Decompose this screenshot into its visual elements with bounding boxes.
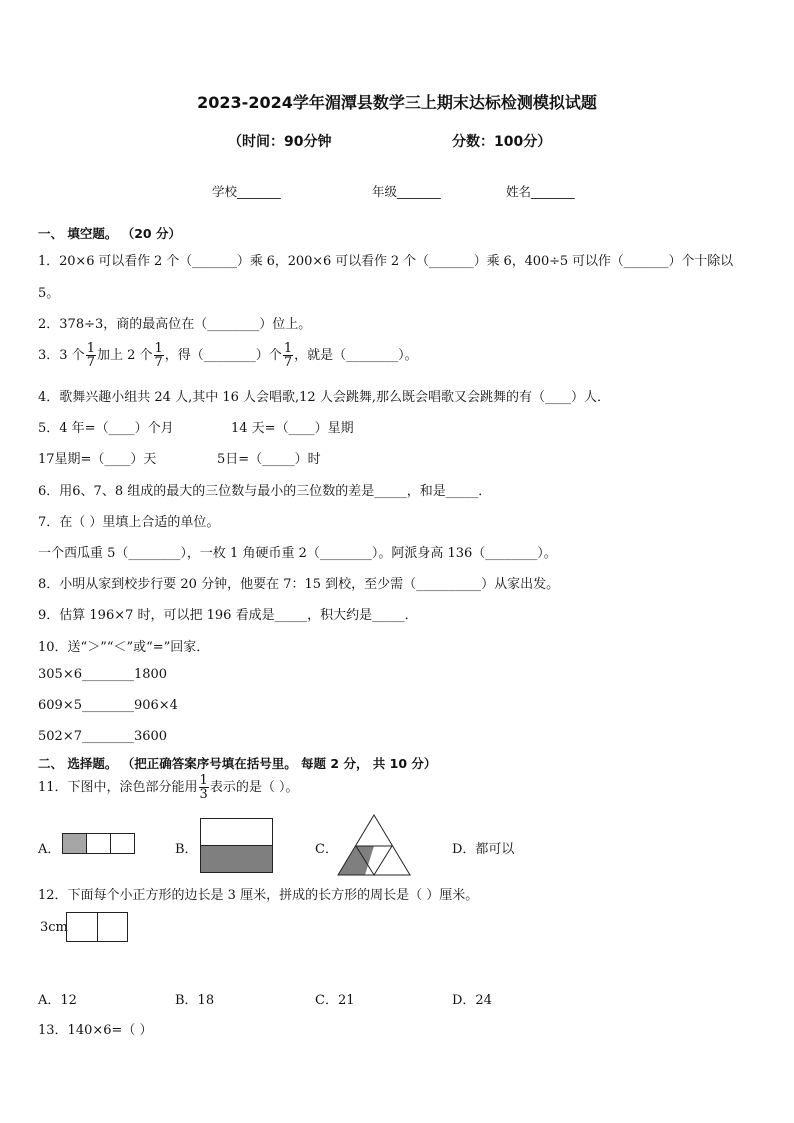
school-field[interactable]: 学校_______	[212, 184, 281, 199]
question-5b: 14 天=（____）星期	[231, 421, 354, 436]
option-b-label[interactable]: B．	[175, 842, 198, 857]
question-5c: 17星期=（____）天	[38, 452, 157, 467]
fraction-one-seventh: $\frac{1}{7}$	[86, 341, 95, 370]
option-b-figure	[200, 818, 273, 873]
section-1-heading: 一、 填空题。 （20 分）	[38, 226, 181, 241]
question-5d: 5日=（_____）时	[217, 452, 321, 467]
fraction-one-seventh: $\frac{1}{7}$	[283, 341, 293, 370]
question-8: 8．小明从家到校步行要 20 分钟，他要在 7：15 到校，至少需（__________）从家出发。	[38, 577, 560, 592]
q11-text-1: 11．下图中，涂色部分能用	[38, 780, 198, 795]
fraction-one-third: $\frac{1}{3}$	[199, 773, 208, 802]
exam-score: 分数：100分）	[452, 134, 552, 150]
q11-text-2: 表示的是（ ）。	[209, 780, 299, 795]
question-7: 7．在（ ）里填上合适的单位。	[38, 515, 220, 530]
q3-text-3: ，得（________）个	[164, 348, 282, 363]
q3-text-2: 加上 2 个	[96, 348, 153, 363]
option-c-label[interactable]: C．	[315, 842, 338, 857]
question-10a: 305×6________1800	[38, 667, 168, 682]
grade-field[interactable]: 年级_______	[372, 184, 441, 199]
name-field[interactable]: 姓名_______	[506, 184, 575, 199]
question-1: 1．20×6 可以看作 2 个（_______）乘 6，200×6 可以看作 2 个（_______）乘 6，400÷5 可以作（_______）个十除以	[38, 254, 734, 269]
question-4: 4．歌舞兴趣小组共 24 人,其中 16 人会唱歌,12 人会跳舞,那么既会唱歌又会跳舞的有（____）人．	[38, 390, 610, 405]
option-d-label[interactable]: D．都可以	[452, 842, 515, 857]
q12-option-b[interactable]: B．18	[175, 993, 215, 1008]
question-9: 9．估算 196×7 时，可以把 196 看成是_____，积大约是_____．	[38, 608, 418, 623]
question-7-line2: 一个西瓜重 5（________），一枚 1 角硬币重 2（________）。阿派身高 136（________）。	[38, 546, 557, 561]
question-11	[38, 772, 298, 804]
question-13: 13．140×6=（ ）	[38, 1023, 153, 1038]
question-10: 10．送“＞”“＜”或“=”回家．	[38, 640, 210, 655]
section-2-heading: 二、 选择题。 （把正确答案序号填在括号里。 每题 2 分， 共 10 分）	[38, 756, 437, 771]
question-10b: 609×5________906×4	[38, 698, 178, 713]
fraction-one-seventh: $\frac{1}{7}$	[154, 341, 163, 370]
question-6: 6．用6、7、8 组成的最大的三位数与最小的三位数的差是_____，和是_____．	[38, 484, 492, 499]
question-10c: 502×7________3600	[38, 729, 168, 744]
q3-text-1: 3．3 个	[38, 348, 85, 363]
q12-rectangle-figure	[66, 912, 128, 942]
q12-option-a[interactable]: A．12	[38, 993, 77, 1008]
q12-option-c[interactable]: C．21	[315, 993, 355, 1008]
option-a-figure	[62, 833, 135, 854]
exam-time: （时间：90分钟	[228, 134, 332, 150]
q3-text-4: ，就是（________）。	[294, 348, 418, 363]
option-a-label[interactable]: A．	[38, 842, 61, 857]
page-title: 2023-2024学年湄潭县数学三上期末达标检测模拟试题	[197, 93, 597, 112]
question-5a: 5．4 年=（____）个月	[38, 421, 174, 436]
question-3	[38, 340, 418, 372]
q12-side-label: 3cm	[40, 920, 68, 935]
question-12: 12．下面每个小正方形的边长是 3 厘米，拼成的长方形的周长是（ ）厘米。	[38, 888, 479, 903]
question-1-cont: 5。	[38, 286, 60, 301]
q12-option-d[interactable]: D．24	[452, 993, 492, 1008]
option-c-figure	[336, 813, 412, 877]
question-2: 2．378÷3，商的最高位在（________）位上。	[38, 317, 312, 332]
